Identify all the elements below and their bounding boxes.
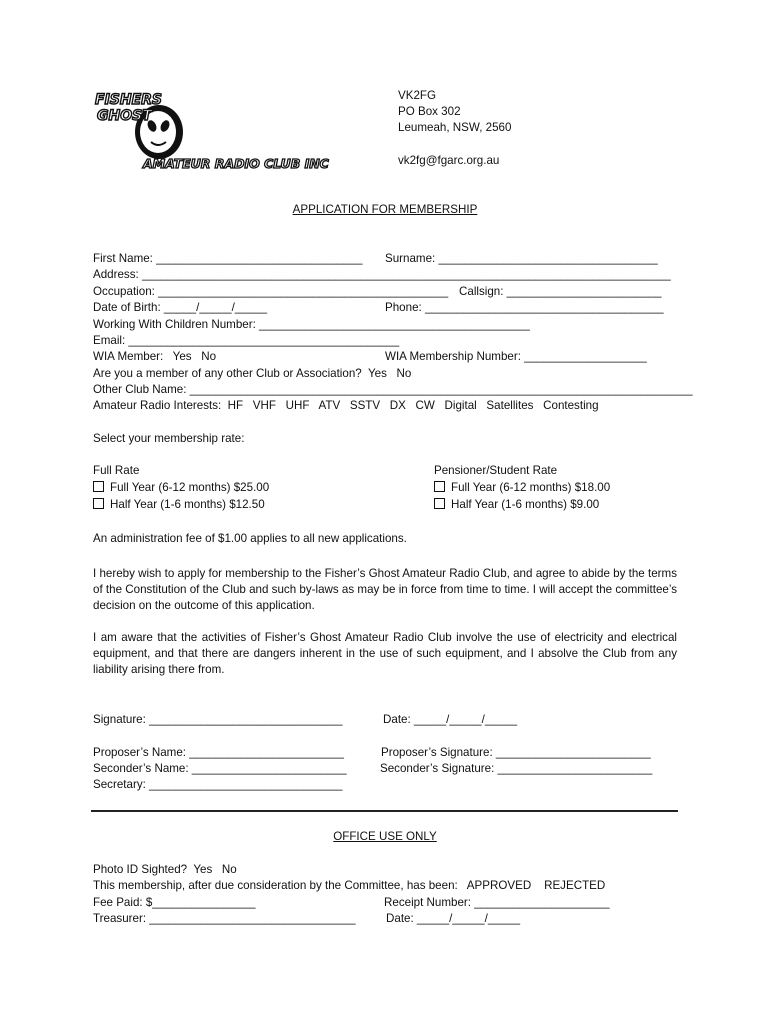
address-email: vk2fg@fgarc.org.au: [398, 154, 500, 167]
seconder-name-field[interactable]: Seconder’s Name: ________________________: [93, 762, 347, 775]
pensioner-rate-heading: Pensioner/Student Rate: [434, 464, 558, 477]
proposer-name-field[interactable]: Proposer’s Name: ________________________: [93, 746, 344, 759]
option-label: Full Year (6-12 months) $18.00: [451, 481, 611, 494]
wia-number-field[interactable]: WIA Membership Number: ___________________: [385, 350, 647, 363]
full-rate-half-option[interactable]: [93, 497, 265, 513]
treasurer-field[interactable]: Treasurer: ________________________________: [93, 912, 356, 925]
address-callsign: VK2FG: [398, 89, 437, 102]
seconder-signature-field[interactable]: Seconder’s Signature: ________________________: [380, 762, 653, 775]
membership-outcome-choice[interactable]: This membership, after due consideration by the Committee, has been: APPROVED REJECTED: [93, 879, 606, 892]
checkbox-icon[interactable]: [434, 481, 445, 492]
checkbox-icon[interactable]: [434, 498, 445, 509]
address-suburb: Leumeah, NSW, 2560: [398, 121, 512, 134]
full-rate-heading: Full Rate: [93, 464, 140, 477]
pensioner-half-option[interactable]: [434, 497, 599, 513]
receipt-number-field[interactable]: Receipt Number: _____________________: [384, 896, 610, 909]
option-label: Full Year (6-12 months) $25.00: [110, 481, 270, 494]
proposer-signature-field[interactable]: Proposer’s Signature: ________________________: [381, 746, 651, 759]
other-club-question[interactable]: Are you a member of any other Club or Association? Yes No: [93, 367, 412, 380]
rate-prompt: Select your membership rate:: [93, 432, 245, 445]
photo-id-choice[interactable]: Photo ID Sighted? Yes No: [93, 863, 237, 876]
first-name-field[interactable]: First Name: ________________________________: [93, 252, 363, 265]
signature-date-field[interactable]: Date: _____/_____/_____: [383, 713, 518, 726]
signature-field[interactable]: Signature: ______________________________: [93, 713, 343, 726]
logo-text-club: AMATEUR RADIO CLUB INC: [143, 156, 329, 171]
occupation-field[interactable]: Occupation: _____________________________________________: [93, 285, 449, 298]
logo-text-fishers: FISHERS: [95, 92, 162, 108]
secretary-field[interactable]: Secretary: ______________________________: [93, 778, 343, 791]
pensioner-year-option[interactable]: [434, 480, 610, 496]
fee-paid-field[interactable]: Fee Paid: $________________: [93, 896, 256, 909]
surname-field[interactable]: Surname: __________________________________: [385, 252, 658, 265]
declaration-constitution: I hereby wish to apply for membership to the Fisher’s Ghost Amateur Radio Club, and agree to abide by the terms of the Constitution of the Club and such by-laws as may be in force from time to time. I will accept the committee’s decision on the outcome of this application.: [93, 567, 677, 613]
checkbox-icon[interactable]: [93, 498, 104, 509]
full-rate-year-option[interactable]: [93, 480, 269, 496]
option-label: Half Year (1-6 months) $12.50: [110, 498, 265, 511]
interests-choice[interactable]: Amateur Radio Interests: HF VHF UHF ATV SSTV DX CW Digital Satellites Contesting: [93, 399, 599, 412]
other-club-name-field[interactable]: Other Club Name: ______________________________________________________________________________: [93, 383, 693, 396]
declaration-liability: I am aware that the activities of Fisher’s Ghost Amateur Radio Club involve the use of electricity and electrical equipment, and that there are dangers inherent in the use of such equipment, and I absolve the Club from any liability arising there from.: [93, 631, 677, 677]
admin-fee-note: An administration fee of $1.00 applies to all new applications.: [93, 532, 407, 545]
option-label: Half Year (1-6 months) $9.00: [451, 498, 600, 511]
logo-text-ghost: GHOST: [97, 108, 152, 124]
checkbox-icon[interactable]: [93, 481, 104, 492]
office-use-title: OFFICE USE ONLY: [333, 830, 437, 843]
office-date-field[interactable]: Date: _____/_____/_____: [386, 912, 521, 925]
address-field[interactable]: Address: __________________________________________________________________________________: [93, 268, 671, 281]
section-divider: [91, 810, 678, 812]
dob-field[interactable]: Date of Birth: _____/_____/_____: [93, 301, 268, 314]
wia-member-choice[interactable]: WIA Member: Yes No: [93, 350, 217, 363]
club-logo: [93, 88, 341, 174]
email-field[interactable]: Email: __________________________________________: [93, 334, 400, 347]
address-pobox: PO Box 302: [398, 105, 461, 118]
form-title: APPLICATION FOR MEMBERSHIP: [292, 203, 478, 216]
wwc-number-field[interactable]: Working With Children Number: __________________________________________: [93, 318, 530, 331]
callsign-field[interactable]: Callsign: ________________________: [459, 285, 662, 298]
phone-field[interactable]: Phone: _____________________________________: [385, 301, 664, 314]
